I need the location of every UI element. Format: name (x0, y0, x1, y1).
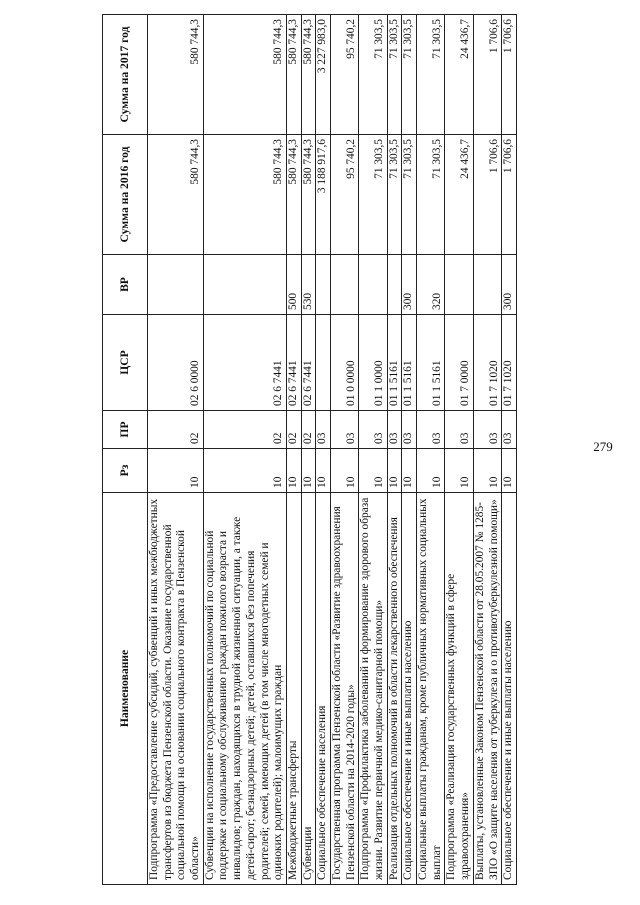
table-row (417, 15, 445, 885)
row-name: Реализация отдельных полномочий в области лекарственного обеспечения (387, 493, 402, 885)
row-rz: 10 (286, 449, 301, 493)
row-sum-2017: 3 227 983,0 (316, 15, 331, 135)
header-name: Наименование (103, 493, 148, 885)
row-sum-2016: 71 303,5 (402, 135, 417, 255)
row-name: Выплаты, установленные Законом Пензенской области от 28.05.2007 № 1285-ЗПО «О защите населения от туберкулеза и о противотуберкулезной помощи» (473, 493, 501, 885)
table-row (402, 15, 417, 885)
page-number: 279 (593, 439, 613, 454)
row-sum-2016: 71 303,5 (417, 135, 445, 255)
row-name: Субвенции на исполнение государственных полномочий по социальной поддержке и социальному обслуживанию граждан пожилого возраста и инвалидов; граждан, находящихся в трудной жизненной ситуации, а также детей-сирот; безнадзорных детей; детей, оставшихся без попечения родителей; семей, имеющих детей (в том числе многодетных семей и одиноких родителей); малоимущих граждан (203, 493, 286, 885)
header-rz: Рз (103, 449, 148, 493)
row-sum-2016: 1 706,6 (473, 135, 501, 255)
row-sum-2016: 71 303,5 (387, 135, 402, 255)
header-vr: ВР (103, 255, 148, 315)
table-row (445, 15, 473, 885)
row-csr: 01 7 0000 (445, 315, 473, 411)
row-csr: 01 7 1020 (502, 315, 517, 411)
row-rz: 10 (473, 449, 501, 493)
row-sum-2016: 580 744,3 (148, 135, 204, 255)
row-rz: 10 (387, 449, 402, 493)
row-pr: 02 (301, 411, 316, 449)
row-rz: 10 (402, 449, 417, 493)
row-sum-2016: 1 706,6 (502, 135, 517, 255)
row-sum-2017: 71 303,5 (387, 15, 402, 135)
table-row (330, 15, 358, 885)
header-pr: ПР (103, 411, 148, 449)
row-csr: 01 1 5161 (387, 315, 402, 411)
row-sum-2016: 24 436,7 (445, 135, 473, 255)
row-csr: 01 7 1020 (473, 315, 501, 411)
row-vr (316, 255, 331, 315)
row-sum-2017: 580 744,3 (286, 15, 301, 135)
row-rz: 10 (330, 449, 358, 493)
row-rz: 10 (203, 449, 286, 493)
row-pr: 02 (286, 411, 301, 449)
table-row (301, 15, 316, 885)
row-name: Подпрограмма «Предоставление субсидий, субвенций и иных межбюджетных трансфертов из бюджета Пензенской области. Оказание государственной социальной помощи на основании социального контракта в Пензенской области» (148, 493, 204, 885)
row-vr: 500 (286, 255, 301, 315)
row-pr: 03 (473, 411, 501, 449)
row-sum-2016: 580 744,3 (301, 135, 316, 255)
row-vr (359, 255, 387, 315)
row-name: Социальные выплаты гражданам, кроме публичных нормативных социальных выплат (417, 493, 445, 885)
row-rz: 10 (316, 449, 331, 493)
header-sum-2017: Сумма на 2017 год (103, 15, 148, 135)
row-vr: 530 (301, 255, 316, 315)
table-row (502, 15, 517, 885)
row-rz: 10 (301, 449, 316, 493)
row-rz: 10 (502, 449, 517, 493)
row-sum-2017: 71 303,5 (417, 15, 445, 135)
table-row (286, 15, 301, 885)
row-rz: 10 (359, 449, 387, 493)
row-name: Социальное обеспечение и иные выплаты населению (402, 493, 417, 885)
row-name: Подпрограмма «Профилактика заболеваний и формирование здорового образа жизни. Развитие первичной медико-санитарной помощи» (359, 493, 387, 885)
row-sum-2017: 71 303,5 (402, 15, 417, 135)
row-pr: 03 (330, 411, 358, 449)
row-csr: 02 6 7441 (286, 315, 301, 411)
row-vr: 300 (402, 255, 417, 315)
row-csr: 01 0 0000 (330, 315, 358, 411)
row-sum-2016: 580 744,3 (203, 135, 286, 255)
row-pr: 03 (316, 411, 331, 449)
row-sum-2017: 1 706,6 (502, 15, 517, 135)
row-pr: 03 (502, 411, 517, 449)
row-vr (473, 255, 501, 315)
row-sum-2017: 580 744,3 (203, 15, 286, 135)
row-vr (203, 255, 286, 315)
row-vr (387, 255, 402, 315)
row-vr (330, 255, 358, 315)
row-pr: 02 (203, 411, 286, 449)
row-name: Подпрограмма «Реализация государственных функций в сфере здравоохранения» (445, 493, 473, 885)
table-row (316, 15, 331, 885)
row-pr: 03 (417, 411, 445, 449)
table-header-row (103, 15, 148, 885)
table-row (387, 15, 402, 885)
row-name: Межбюджетные трансферты (286, 493, 301, 885)
row-csr (316, 315, 331, 411)
row-rz: 10 (148, 449, 204, 493)
row-sum-2016: 580 744,3 (286, 135, 301, 255)
row-name: Социальное обеспечение населения (316, 493, 331, 885)
row-vr: 300 (502, 255, 517, 315)
row-rz: 10 (445, 449, 473, 493)
table-row (473, 15, 501, 885)
row-sum-2017: 580 744,3 (301, 15, 316, 135)
row-name: Субвенции (301, 493, 316, 885)
row-csr: 02 6 7441 (301, 315, 316, 411)
row-vr (148, 255, 204, 315)
table-row (203, 15, 286, 885)
row-rz: 10 (417, 449, 445, 493)
row-csr: 01 1 5161 (417, 315, 445, 411)
row-pr: 03 (402, 411, 417, 449)
row-sum-2017: 580 744,3 (148, 15, 204, 135)
row-csr: 02 6 0000 (148, 315, 204, 411)
row-pr: 03 (387, 411, 402, 449)
row-pr: 03 (445, 411, 473, 449)
header-sum-2016: Сумма на 2016 год (103, 135, 148, 255)
row-sum-2016: 95 740,2 (330, 135, 358, 255)
row-pr: 02 (148, 411, 204, 449)
row-sum-2016: 71 303,5 (359, 135, 387, 255)
row-sum-2016: 3 188 917,6 (316, 135, 331, 255)
row-vr (445, 255, 473, 315)
row-csr: 02 6 7441 (203, 315, 286, 411)
row-csr: 01 1 0000 (359, 315, 387, 411)
row-sum-2017: 1 706,6 (473, 15, 501, 135)
header-csr: ЦСР (103, 315, 148, 411)
row-sum-2017: 95 740,2 (330, 15, 358, 135)
row-sum-2017: 24 436,7 (445, 15, 473, 135)
row-pr: 03 (359, 411, 387, 449)
table-row (148, 15, 204, 885)
row-name: Социальное обеспечение и иные выплаты населению (502, 493, 517, 885)
row-csr: 01 1 5161 (402, 315, 417, 411)
row-vr: 320 (417, 255, 445, 315)
table-row (359, 15, 387, 885)
row-name: Государственная программа Пензенской области «Развитие здравоохранения Пензенской области на 2014-2020 годы» (330, 493, 358, 885)
budget-table (102, 14, 517, 885)
row-sum-2017: 71 303,5 (359, 15, 387, 135)
